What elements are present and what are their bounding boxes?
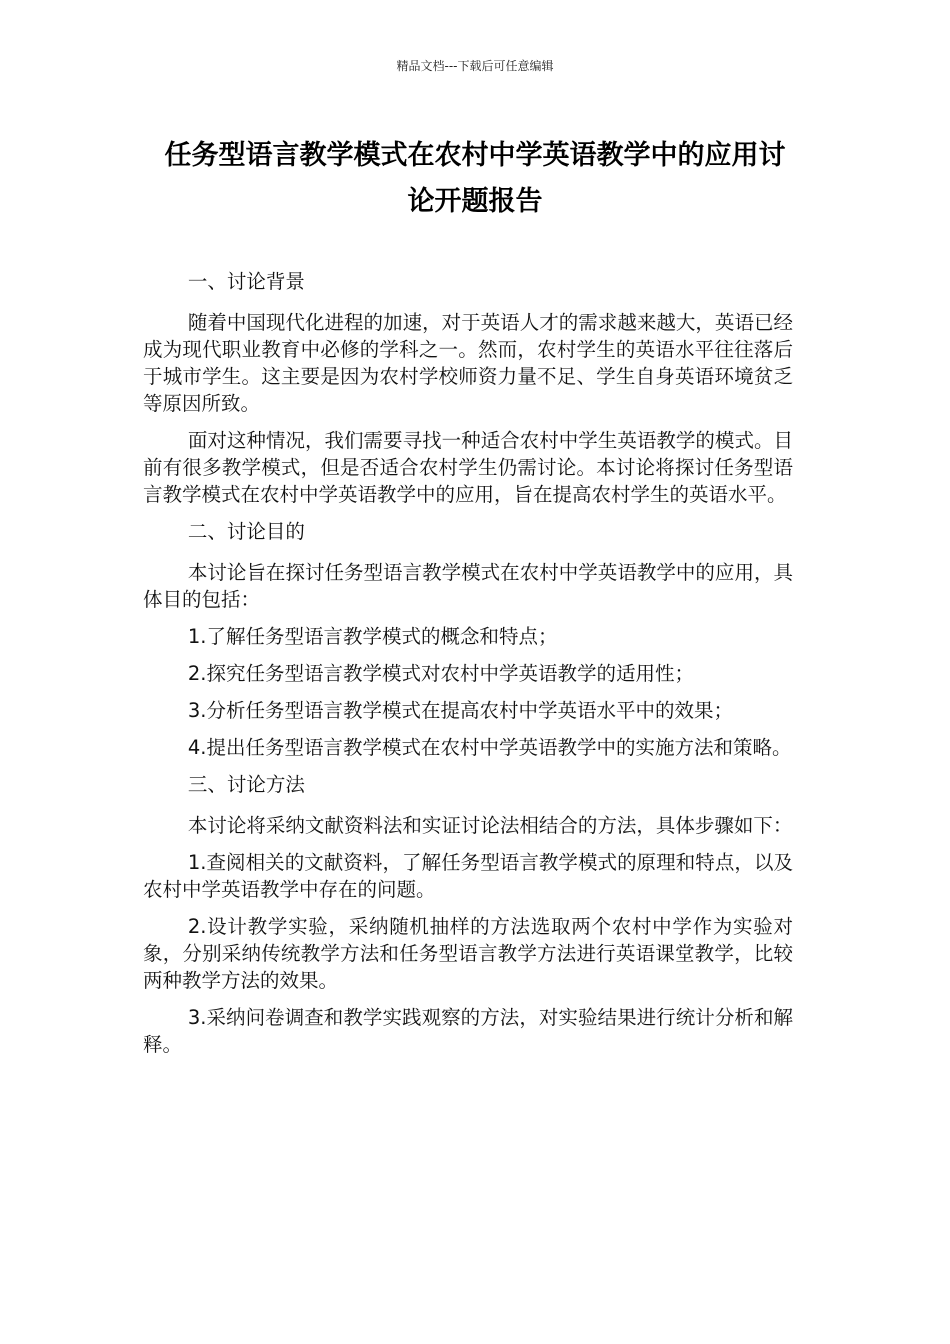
section-heading-method: 三、讨论方法 (187, 773, 305, 796)
document-title (140, 133, 810, 225)
paragraph: 本讨论将采纳文献资料法和实证讨论法相结合的方法，具体步骤如下： (187, 814, 793, 837)
section-heading-background: 一、讨论背景 (187, 270, 305, 293)
paragraph: 本讨论旨在探讨任务型语言教学模式在农村中学英语教学中的应用，具体目的包括： (143, 561, 793, 611)
title-line: 任务型语言教学模式在农村中学英语教学中的应用讨 (164, 140, 786, 171)
list-item: 1.了解任务型语言教学模式的概念和特点； (187, 625, 558, 648)
title-line: 论开题报告 (407, 186, 543, 217)
list-item: 2.探究任务型语言教学模式对农村中学英语教学的适用性； (187, 662, 694, 685)
list-item: 3.分析任务型语言教学模式在提高农村中学英语水平中的效果； (187, 699, 733, 722)
section-heading-purpose: 二、讨论目的 (187, 520, 305, 543)
document-body (143, 268, 793, 1068)
list-item: 1.查阅相关的文献资料，了解任务型语言教学模式的原理和特点，以及农村中学英语教学中存在的问题。 (143, 851, 793, 901)
paragraph: 面对这种情况，我们需要寻找一种适合农村中学生英语教学的模式。目前有很多教学模式，但是否适合农村学生仍需讨论。本讨论将探讨任务型语言教学模式在农村中学英语教学中的应用，旨在提高农村学生的英语水平。 (143, 429, 793, 506)
paragraph: 随着中国现代化进程的加速，对于英语人才的需求越来越大，英语已经成为现代职业教育中必修的学科之一。然而，农村学生的英语水平往往落后于城市学生。这主要是因为农村学校师资力量不足、学生自身英语环境贫乏等原因所致。 (143, 311, 793, 415)
list-item: 2.设计教学实验，采纳随机抽样的方法选取两个农村中学作为实验对象，分别采纳传统教学方法和任务型语言教学方法进行英语课堂教学，比较两种教学方法的效果。 (143, 915, 793, 992)
list-item: 4.提出任务型语言教学模式在农村中学英语教学中的实施方法和策略。 (187, 736, 792, 759)
list-item: 3.采纳问卷调查和教学实践观察的方法，对实验结果进行统计分析和解释。 (143, 1006, 793, 1056)
header-note: 精品文档---下载后可任意编辑 (396, 59, 554, 73)
